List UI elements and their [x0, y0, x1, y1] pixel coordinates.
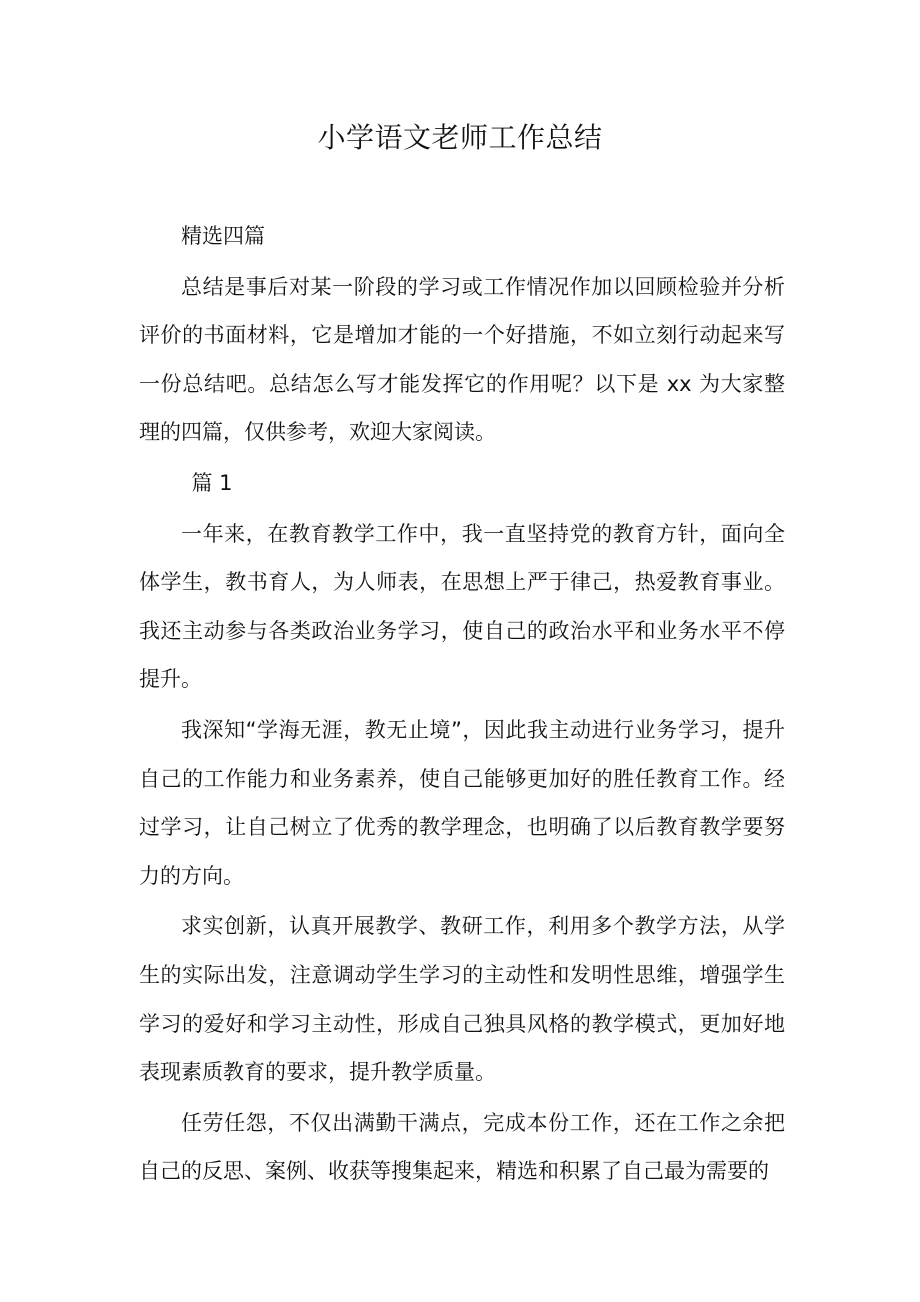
body-paragraph: 我深知“学海无涯，教无止境”，因此我主动进行业务学习，提升自己的工作能力和业务素养，使自己能够更加好的胜任教育工作。经过学习，让自己树立了优秀的教学理念，也明确了以后教育教学要努力的方向。 — [139, 717, 785, 888]
document-title: 小学语文老师工作总结 — [317, 121, 603, 154]
intro-paragraph: 总结是事后对某一阶段的学习或工作情况作加以回顾检验并分析评价的书面材料，它是增加才能的一个好措施，不如立刻行动起来写一份总结吧。总结怎么写才能发挥它的作用呢？以下是 xx 为大家整理的四篇，仅供参考，欢迎大家阅读。 — [139, 274, 785, 445]
section-heading: 篇 1 — [191, 470, 233, 495]
subtitle-paragraph: 精选四篇 — [181, 224, 265, 248]
body-paragraph: 任劳任怨，不仅出满勤干满点，完成本份工作，还在工作之余把自己的反思、案例、收获等搜集起来，精选和积累了自己最为需要的 — [139, 1110, 785, 1184]
body-paragraph: 求实创新，认真开展教学、教研工作，利用多个教学方法，从学生的实际出发，注意调动学生学习的主动性和发明性思维，增强学生学习的爱好和学习主动性，形成自己独具风格的教学模式，更加好地表现素质教育的要求，提升教学质量。 — [139, 914, 785, 1085]
document-body — [139, 212, 785, 1198]
body-paragraph: 一年来，在教育教学工作中，我一直坚持党的教育方针，面向全体学生，教书育人，为人师表，在思想上严于律己，热爱教育事业。我还主动参与各类政治业务学习，使自己的政治水平和业务水平不停提升。 — [139, 521, 785, 692]
